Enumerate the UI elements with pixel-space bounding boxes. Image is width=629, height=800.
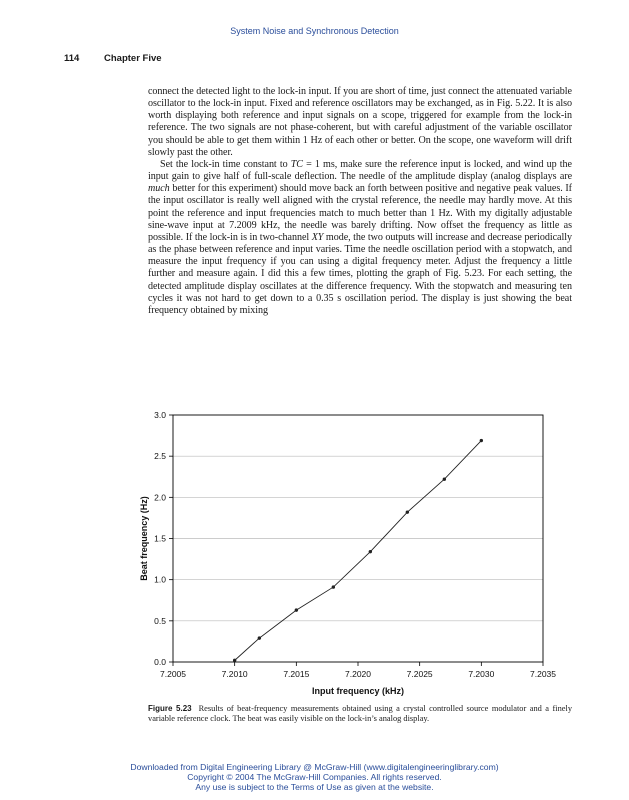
chapter-title: Chapter Five (104, 53, 162, 64)
caption-text: Results of beat-frequency measurements obtained using a crystal controlled source modulator and a finely variable reference clock. The beat was easily visible on the lock-in’s analog display. (148, 704, 573, 723)
data-point (480, 439, 483, 442)
xy-symbol: XY (311, 231, 324, 243)
body-text (148, 86, 572, 317)
x-tick-label: 7.2020 (345, 669, 371, 679)
x-tick-label: 7.2035 (530, 669, 556, 679)
x-axis-label: Input frequency (kHz) (311, 686, 405, 696)
data-point (406, 510, 409, 513)
paragraph-2 (148, 159, 572, 317)
footer-download-link[interactable]: Downloaded from Digital Engineering Library @ McGraw-Hill (www.digitalengineeringlibrary.com) (130, 762, 499, 772)
p2-part4: mode, the two outputs will increase and decrease periodically as the phase between reference and input varies. Time the needle oscillation period with a stopwatch, and measure the input frequency if you can using a digital frequency meter. Adjust the frequency a little further and measure again. I did this a few times, plotting the graph of Fig. 5.23. For each setting, the detected amplitude display oscillates at the difference frequency. With the stopwatch and measuring ten cycles it was not hard to get down to a 0.35 s oscillation period. The display is just showing the beat frequency obtained by mixing (148, 231, 572, 316)
footer-terms: Any use is subject to the Terms of Use as given at the website. (195, 782, 434, 792)
series-line (235, 441, 482, 661)
x-tick-label: 7.2025 (406, 669, 433, 679)
figure-5-23-chart (128, 405, 588, 705)
footer (0, 762, 629, 792)
y-tick-label: 3.0 (154, 410, 166, 420)
y-tick-label: 0.5 (154, 615, 166, 626)
x-tick-label: 7.2015 (283, 669, 310, 679)
y-tick-label: 1.0 (154, 574, 166, 585)
y-tick-label: 2.5 (154, 451, 166, 462)
emphasis-much: much (148, 183, 170, 195)
footer-copyright: Copyright © 2004 The McGraw-Hill Companies. All rights reserved. (187, 772, 442, 782)
figure-caption (148, 704, 572, 724)
running-title: System Noise and Synchronous Detection (230, 26, 399, 36)
p2-part3: better for this experiment) should move back an forth between positive and negative peak values. If the input oscillator is really well aligned with the crystal reference, the needle may hardly move. At this point the reference and input frequencies match to much better than 1 Hz. With my digitally adjustable sine-wave input at 7.2009 kHz, the needle was barely drifting. Now offset the frequency as little as possible. If the lock-in is in two-channel (148, 183, 572, 243)
data-point (258, 636, 261, 639)
y-axis-label: Beat frequency (Hz) (139, 496, 149, 581)
caption-label: Figure 5.23 (148, 704, 192, 713)
data-point (295, 608, 298, 611)
y-tick-label: 0.0 (154, 657, 166, 667)
data-point (443, 478, 446, 481)
data-point (332, 585, 335, 588)
x-tick-label: 7.2030 (468, 669, 495, 679)
x-tick-label: 7.2010 (221, 669, 248, 679)
x-tick-label: 7.2005 (160, 669, 186, 679)
data-point (369, 550, 372, 553)
p2-part1: Set the lock-in time constant to (160, 158, 291, 170)
p2-part2: = 1 ms, make sure the reference input is locked, and wind up the input gain to give half of full-scale deflection. The needle of the amplitude display (analog displays are (148, 158, 572, 183)
y-tick-label: 1.5 (154, 533, 166, 544)
y-tick-label: 2.0 (154, 492, 166, 503)
data-point (233, 659, 236, 662)
page-number: 114 (64, 53, 80, 64)
chart-svg (128, 405, 588, 705)
paragraph-1: connect the detected light to the lock-in input. If you are short of time, just connect the attenuated variable oscillator to the lock-in input. Fixed and reference oscillators may be exchanged, as in Fig. 5.22. It is also worth displaying both reference and input signals on a scope, triggered for example from the lock-in reference. The two signals are not phase-coherent, but with careful adjustment of the variable oscillator you should be able to get them within 1 Hz of each other or better. On the scope, one waveform will drift slowly past the other. (148, 86, 572, 158)
tc-symbol: TC (290, 158, 303, 170)
